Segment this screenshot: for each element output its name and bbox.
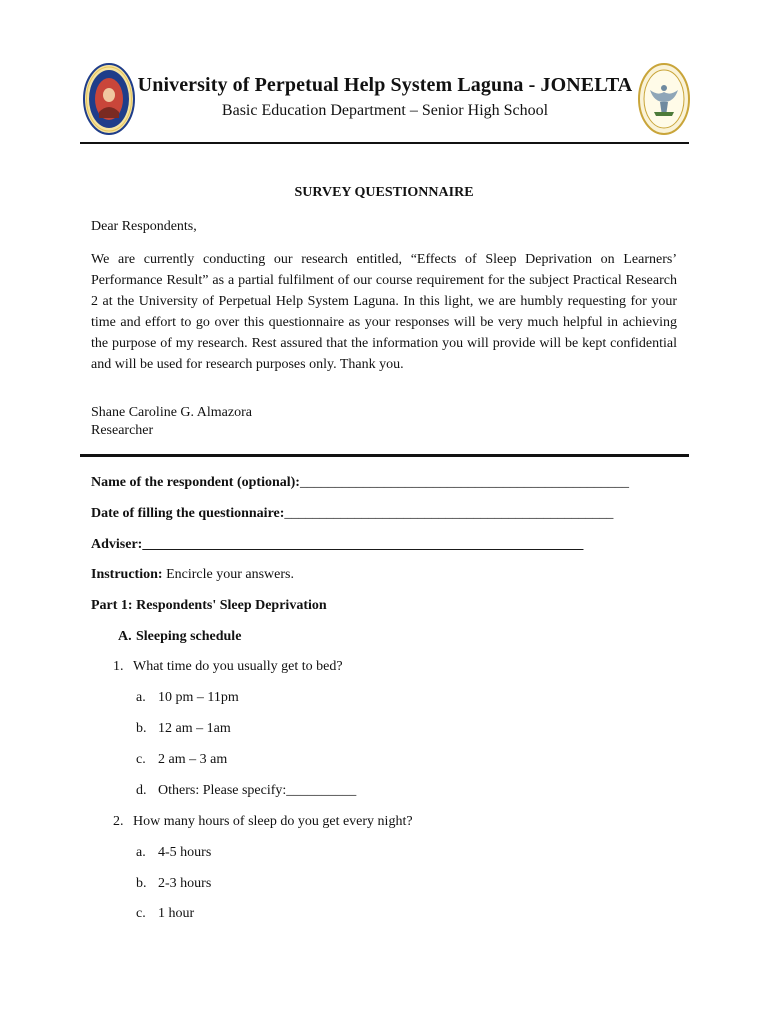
header-divider: [80, 142, 689, 144]
option-letter: c.: [136, 906, 146, 921]
option-item[interactable]: [136, 721, 231, 737]
option-text: 12 am – 1am: [158, 721, 231, 736]
part-title: Part 1: Respondents' Sleep Deprivation: [91, 598, 327, 613]
option-letter: c.: [136, 752, 146, 767]
instruction-text: Encircle your answers.: [162, 567, 294, 582]
option-item[interactable]: [136, 906, 194, 922]
option-letter: b.: [136, 876, 147, 891]
option-text: 2 am – 3 am: [158, 752, 228, 767]
question-number: 2.: [113, 814, 124, 829]
salutation: Dear Respondents,: [91, 219, 197, 234]
option-letter: d.: [136, 783, 147, 798]
option-item[interactable]: [136, 690, 239, 706]
question-2: [113, 814, 413, 830]
question-text: What time do you usually get to bed?: [133, 659, 343, 674]
option-letter: a.: [136, 690, 146, 705]
section-title: [118, 629, 241, 645]
option-letter: a.: [136, 845, 146, 860]
date-label: Date of filling the questionnaire:: [91, 506, 285, 521]
section-divider: [80, 454, 689, 457]
question-text: How many hours of sleep do you get every night?: [133, 814, 413, 829]
option-item[interactable]: [136, 752, 227, 768]
date-field[interactable]: [91, 506, 613, 522]
researcher-name: Shane Caroline G. Almazora: [91, 405, 252, 420]
option-text: 1 hour: [158, 906, 195, 921]
instruction: [91, 567, 294, 583]
respondent-name-blank[interactable]: _______________________________________________: [299, 475, 629, 490]
researcher-role: Researcher: [91, 423, 154, 438]
respondent-name-field[interactable]: [91, 475, 629, 491]
question-1: [113, 659, 343, 675]
option-text: 10 pm – 11pm: [158, 690, 239, 705]
option-letter: b.: [136, 721, 147, 736]
option-item[interactable]: [136, 845, 211, 861]
school-emblem-icon: [638, 62, 690, 136]
survey-title: SURVEY QUESTIONNAIRE: [294, 185, 474, 200]
document-header: [80, 62, 690, 142]
respondent-name-label: Name of the respondent (optional):: [91, 475, 300, 490]
adviser-blank[interactable]: _______________________________________________________________: [142, 537, 584, 552]
question-number: 1.: [113, 659, 124, 674]
option-item[interactable]: [136, 783, 356, 799]
introduction-paragraph: We are currently conducting our research entitled, “Effects of Sleep Deprivation on Learners’ Performance Result” as a partial fulfilment of our course requirement for the subject Practical Research 2 at the University of Perpetual Help System Laguna. In this light, we are humbly requesting for your time and effort to go over this questionnaire as your responses will be very much helpful in achieving the purpose of my research. Rest assured that the information you will provide will be kept confidential and will be used for research purposes only. Thank you.: [91, 252, 677, 372]
adviser-label: Adviser:: [91, 537, 143, 552]
section-title-text: Sleeping schedule: [136, 629, 242, 644]
option-text: Others: Please specify:__________: [158, 783, 357, 798]
university-title: University of Perpetual Help System Laguna - JONELTA: [137, 74, 633, 96]
adviser-field[interactable]: [91, 537, 583, 553]
section-letter: A.: [118, 629, 132, 644]
option-text: 4-5 hours: [158, 845, 212, 860]
date-blank[interactable]: _______________________________________________: [284, 506, 614, 521]
department-subtitle: Basic Education Department – Senior High School: [221, 102, 549, 119]
option-item[interactable]: [136, 876, 211, 892]
instruction-label: Instruction:: [91, 567, 163, 582]
option-text: 2-3 hours: [158, 876, 212, 891]
